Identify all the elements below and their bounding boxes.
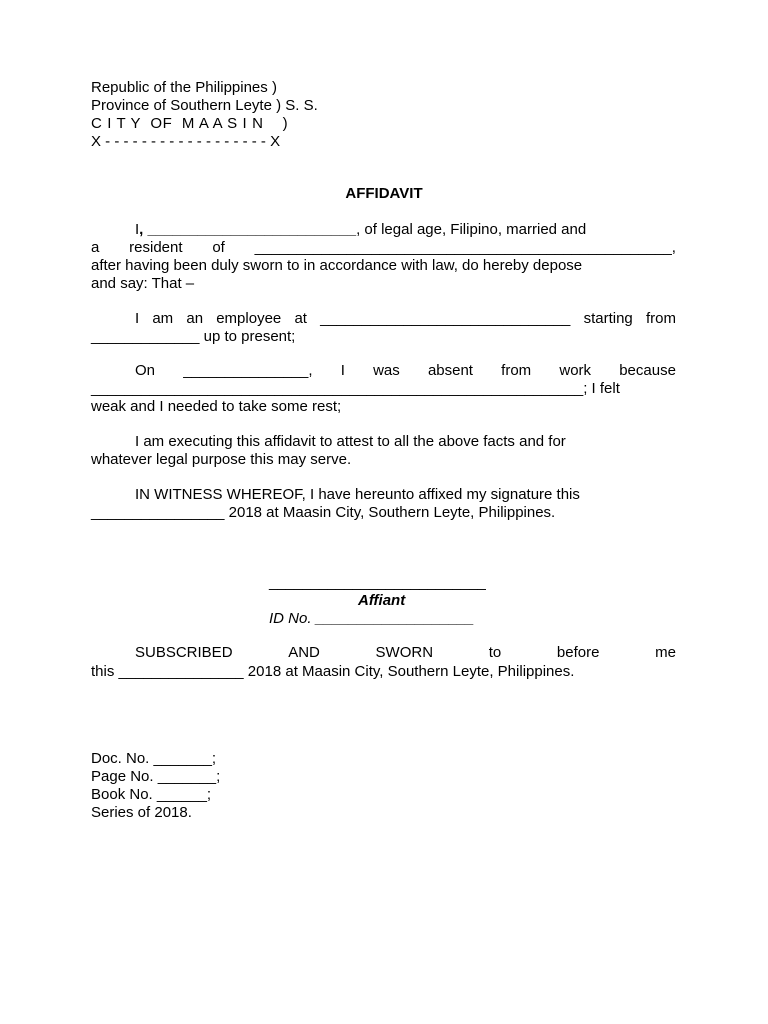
venue-line-city: C I T Y OF M A A S I N ) — [91, 115, 289, 132]
notary-doc-no: Doc. No. _______; — [91, 750, 217, 767]
para1-pronoun: I — [135, 221, 140, 238]
para1-residence-blank: __________________________________________________, — [254, 239, 676, 256]
para1-line1 — [91, 221, 586, 239]
venue-line-province: Province of Southern Leyte ) S. S. — [91, 97, 318, 114]
para4-line2: whatever legal purpose this may serve. — [91, 451, 352, 468]
signature-line: __________________________ — [269, 574, 486, 591]
para5-line1 — [91, 486, 580, 504]
para3-word: On — [135, 362, 156, 379]
affiant-label: Affiant — [358, 592, 406, 609]
para1-line3: after having been duly sworn to in accordance with law, do hereby depose — [91, 257, 583, 274]
document-title: AFFIDAVIT — [345, 185, 423, 202]
para3-word: absent — [427, 362, 473, 379]
venue-line-separator: X - - - - - - - - - - - - - - - - - - X — [91, 133, 281, 150]
para2-word: I — [135, 310, 140, 327]
id-number-label: ID No. — [269, 610, 312, 627]
jurat-word: SUBSCRIBED — [135, 644, 233, 661]
para1-line4: and say: That – — [91, 275, 195, 292]
jurat-line1 — [135, 644, 676, 662]
notary-series: Series of 2018. — [91, 804, 192, 821]
jurat-word: SWORN — [375, 644, 434, 661]
para3-word: I — [340, 362, 345, 379]
para2-line1 — [135, 310, 676, 328]
para3-line2: ___________________________________________________________; I felt — [91, 380, 620, 397]
id-number-field — [269, 610, 474, 628]
jurat-word: to — [488, 644, 502, 661]
para2-employer-blank: ______________________________ — [320, 310, 571, 327]
para2-word: employee — [216, 310, 282, 327]
para1-name-blank: , _________________________ — [139, 221, 357, 238]
para4-line1-text: I am executing this affidavit to attest to all the above facts and for — [135, 433, 566, 450]
para3-word: work — [559, 362, 592, 379]
para2-word: at — [294, 310, 307, 327]
para2-line2: _____________ up to present; — [91, 328, 296, 345]
para5-line2: ________________ 2018 at Maasin City, Southern Leyte, Philippines. — [91, 504, 556, 521]
para3-line3: weak and I needed to take some rest; — [91, 398, 342, 415]
para2-word: an — [186, 310, 204, 327]
jurat-line2: this _______________ 2018 at Maasin City, Southern Leyte, Philippines. — [91, 663, 575, 680]
para4-line1 — [91, 433, 566, 451]
para1-word: of — [212, 239, 225, 256]
para2-word: from — [645, 310, 676, 327]
jurat-word: me — [655, 644, 676, 661]
jurat-word: before — [556, 644, 600, 661]
para1-line2 — [91, 239, 676, 257]
para5-line1-text: IN WITNESS WHEREOF, I have hereunto affixed my signature this — [135, 486, 580, 503]
para3-word: from — [501, 362, 532, 379]
para1-word: a — [91, 239, 100, 256]
id-number-blank: ___________________ — [315, 610, 475, 627]
para3-word: was — [373, 362, 400, 379]
notary-page-no: Page No. _______; — [91, 768, 221, 785]
notary-book-no: Book No. ______; — [91, 786, 212, 803]
para3-date-blank: _______________, — [183, 362, 313, 379]
para3-line1 — [135, 362, 676, 380]
venue-line-republic: Republic of the Philippines ) — [91, 79, 277, 96]
para3-word: because — [619, 362, 676, 379]
para1-line1-rest: , of legal age, Filipino, married and — [356, 221, 587, 238]
para1-word: resident — [129, 239, 183, 256]
jurat-word: AND — [288, 644, 320, 661]
para2-word: starting — [583, 310, 633, 327]
para2-word: am — [152, 310, 174, 327]
